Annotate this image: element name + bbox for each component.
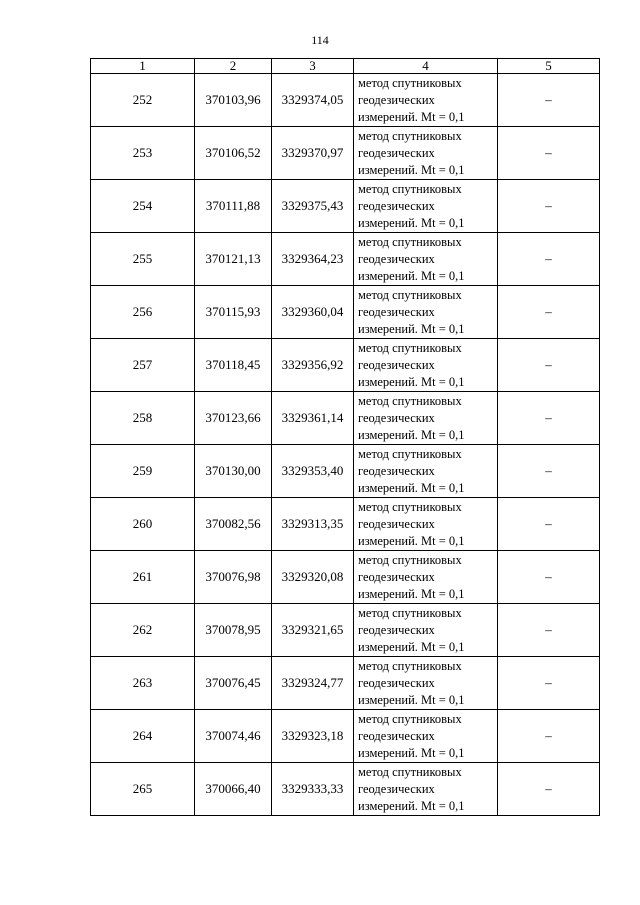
note-cell: –: [498, 498, 600, 551]
method-text-line: геодезических: [358, 463, 435, 478]
point-number-cell: 264: [91, 710, 195, 763]
point-number-cell: 260: [91, 498, 195, 551]
point-number-cell: 258: [91, 392, 195, 445]
method-text-line: измерений. Mt = 0,1: [358, 268, 465, 283]
method-text-line: метод спутниковых: [358, 181, 462, 196]
method-text-line: геодезических: [358, 569, 435, 584]
method-cell: [354, 604, 498, 657]
table-row: [91, 604, 600, 657]
y-coordinate-cell: 3329323,18: [272, 710, 354, 763]
method-text-line: измерений. Mt = 0,1: [358, 427, 465, 442]
x-coordinate-cell: 370076,45: [195, 657, 272, 710]
point-number-cell: 262: [91, 604, 195, 657]
table-row: [91, 445, 600, 498]
table-row: [91, 498, 600, 551]
method-text-line: метод спутниковых: [358, 234, 462, 249]
method-cell: [354, 551, 498, 604]
y-coordinate-cell: 3329321,65: [272, 604, 354, 657]
y-coordinate-cell: 3329361,14: [272, 392, 354, 445]
method-cell: [354, 710, 498, 763]
method-text-line: измерений. Mt = 0,1: [358, 745, 465, 760]
method-text-line: геодезических: [358, 781, 435, 796]
table-row: [91, 551, 600, 604]
method-text-line: измерений. Mt = 0,1: [358, 321, 465, 336]
method-text-line: геодезических: [358, 622, 435, 637]
method-cell: [354, 286, 498, 339]
table-row: [91, 763, 600, 816]
column-header-4: 4: [354, 59, 498, 74]
method-cell: [354, 127, 498, 180]
method-text-line: измерений. Mt = 0,1: [358, 586, 465, 601]
method-text-line: метод спутниковых: [358, 446, 462, 461]
method-text-line: геодезических: [358, 410, 435, 425]
note-cell: –: [498, 74, 600, 127]
note-cell: –: [498, 286, 600, 339]
method-text-line: метод спутниковых: [358, 605, 462, 620]
x-coordinate-cell: 370103,96: [195, 74, 272, 127]
method-text-line: метод спутниковых: [358, 764, 462, 779]
column-header-5: 5: [498, 59, 600, 74]
method-text-line: метод спутниковых: [358, 552, 462, 567]
method-text-line: измерений. Mt = 0,1: [358, 374, 465, 389]
table-row: [91, 74, 600, 127]
method-text-line: метод спутниковых: [358, 499, 462, 514]
y-coordinate-cell: 3329370,97: [272, 127, 354, 180]
note-cell: –: [498, 763, 600, 816]
method-text-line: метод спутниковых: [358, 128, 462, 143]
method-text-line: геодезических: [358, 357, 435, 372]
x-coordinate-cell: 370066,40: [195, 763, 272, 816]
method-cell: [354, 763, 498, 816]
method-text-line: геодезических: [358, 304, 435, 319]
header-row: [91, 59, 600, 74]
y-coordinate-cell: 3329313,35: [272, 498, 354, 551]
x-coordinate-cell: 370074,46: [195, 710, 272, 763]
column-header-3: 3: [272, 59, 354, 74]
y-coordinate-cell: 3329375,43: [272, 180, 354, 233]
method-text-line: измерений. Mt = 0,1: [358, 480, 465, 495]
method-cell: [354, 180, 498, 233]
table-row: [91, 657, 600, 710]
point-number-cell: 256: [91, 286, 195, 339]
method-text-line: геодезических: [358, 728, 435, 743]
table-row: [91, 392, 600, 445]
note-cell: –: [498, 392, 600, 445]
point-number-cell: 261: [91, 551, 195, 604]
method-text-line: метод спутниковых: [358, 393, 462, 408]
point-number-cell: 265: [91, 763, 195, 816]
x-coordinate-cell: 370121,13: [195, 233, 272, 286]
x-coordinate-cell: 370123,66: [195, 392, 272, 445]
column-header-2: 2: [195, 59, 272, 74]
method-text-line: геодезических: [358, 251, 435, 266]
table-header: [91, 59, 600, 74]
x-coordinate-cell: 370115,93: [195, 286, 272, 339]
method-text-line: метод спутниковых: [358, 658, 462, 673]
method-cell: [354, 392, 498, 445]
note-cell: –: [498, 445, 600, 498]
column-header-1: 1: [91, 59, 195, 74]
note-cell: –: [498, 180, 600, 233]
note-cell: –: [498, 657, 600, 710]
method-text-line: геодезических: [358, 145, 435, 160]
x-coordinate-cell: 370106,52: [195, 127, 272, 180]
method-text-line: геодезических: [358, 675, 435, 690]
method-text-line: измерений. Mt = 0,1: [358, 798, 465, 813]
point-number-cell: 255: [91, 233, 195, 286]
x-coordinate-cell: 370076,98: [195, 551, 272, 604]
method-text-line: измерений. Mt = 0,1: [358, 109, 465, 124]
table-row: [91, 127, 600, 180]
method-text-line: метод спутниковых: [358, 711, 462, 726]
y-coordinate-cell: 3329364,23: [272, 233, 354, 286]
method-text-line: геодезических: [358, 92, 435, 107]
method-text-line: измерений. Mt = 0,1: [358, 533, 465, 548]
x-coordinate-cell: 370130,00: [195, 445, 272, 498]
note-cell: –: [498, 233, 600, 286]
method-text-line: метод спутниковых: [358, 287, 462, 302]
method-text-line: метод спутниковых: [358, 75, 462, 90]
method-text-line: измерений. Mt = 0,1: [358, 215, 465, 230]
table-row: [91, 339, 600, 392]
y-coordinate-cell: 3329374,05: [272, 74, 354, 127]
table-body: [91, 74, 600, 816]
table-row: [91, 233, 600, 286]
method-text-line: измерений. Mt = 0,1: [358, 162, 465, 177]
coordinates-table: [90, 58, 600, 816]
point-number-cell: 263: [91, 657, 195, 710]
method-cell: [354, 498, 498, 551]
method-cell: [354, 445, 498, 498]
page-number: 114: [311, 33, 329, 47]
point-number-cell: 253: [91, 127, 195, 180]
y-coordinate-cell: 3329360,04: [272, 286, 354, 339]
note-cell: –: [498, 710, 600, 763]
point-number-cell: 257: [91, 339, 195, 392]
note-cell: –: [498, 127, 600, 180]
note-cell: –: [498, 604, 600, 657]
y-coordinate-cell: 3329353,40: [272, 445, 354, 498]
table-row: [91, 180, 600, 233]
x-coordinate-cell: 370118,45: [195, 339, 272, 392]
note-cell: –: [498, 339, 600, 392]
y-coordinate-cell: 3329333,33: [272, 763, 354, 816]
method-cell: [354, 657, 498, 710]
method-cell: [354, 233, 498, 286]
note-cell: –: [498, 551, 600, 604]
y-coordinate-cell: 3329324,77: [272, 657, 354, 710]
x-coordinate-cell: 370082,56: [195, 498, 272, 551]
y-coordinate-cell: 3329320,08: [272, 551, 354, 604]
table-row: [91, 710, 600, 763]
table-row: [91, 286, 600, 339]
method-text-line: геодезических: [358, 198, 435, 213]
x-coordinate-cell: 370078,95: [195, 604, 272, 657]
y-coordinate-cell: 3329356,92: [272, 339, 354, 392]
method-cell: [354, 74, 498, 127]
method-text-line: геодезических: [358, 516, 435, 531]
x-coordinate-cell: 370111,88: [195, 180, 272, 233]
point-number-cell: 254: [91, 180, 195, 233]
method-text-line: измерений. Mt = 0,1: [358, 639, 465, 654]
method-text-line: измерений. Mt = 0,1: [358, 692, 465, 707]
point-number-cell: 252: [91, 74, 195, 127]
method-cell: [354, 339, 498, 392]
method-text-line: метод спутниковых: [358, 340, 462, 355]
point-number-cell: 259: [91, 445, 195, 498]
